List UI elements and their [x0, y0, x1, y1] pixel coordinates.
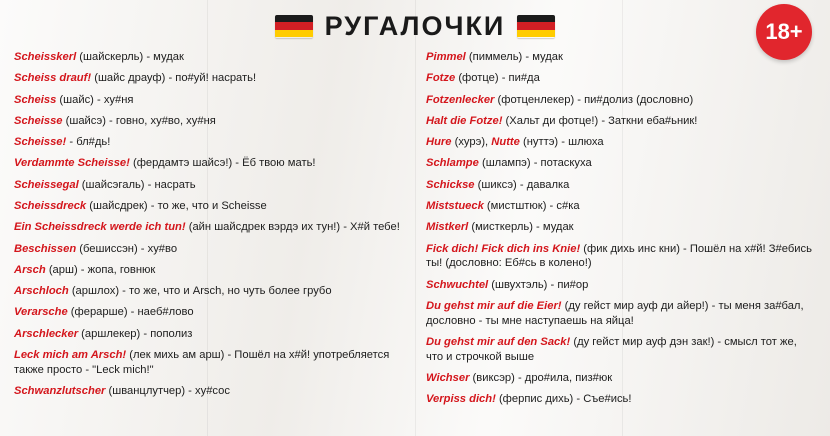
entry-term: Scheissdreck: [14, 199, 87, 212]
entry-term: Beschissen: [14, 242, 77, 255]
glossary-entry: [14, 50, 404, 65]
entry-translation: (арш) - жопа, говнюк: [45, 263, 156, 276]
entry-translation: (шайс драуф) - по#уй! насрать!: [91, 72, 257, 85]
entry-term: Mistkerl: [426, 221, 469, 234]
entry-term: Hure: [426, 136, 452, 149]
entry-term: Arschlecker: [14, 327, 79, 340]
glossary-entry: [14, 327, 404, 342]
entry-term-alt: Nutte: [491, 136, 520, 149]
glossary-entry: [14, 284, 404, 299]
poster-header: [0, 0, 830, 46]
age-rating-badge: 18+: [756, 4, 812, 60]
entry-translation: (хурэ),: [451, 136, 492, 149]
entry-translation: (фердамтэ шайсэ!) - Ёб твою мать!: [129, 157, 316, 170]
entry-term: Miststueck: [426, 199, 484, 212]
glossary-entry: [14, 114, 404, 129]
entry-term: Wichser: [426, 372, 470, 384]
entry-translation-alt: (нуттэ) - шлюха: [519, 136, 604, 149]
entry-term: Schickse: [426, 178, 475, 191]
entry-translation: (фик дихь инс кни) - Пошёл на х#й! З#ебись ты! (дословно: Еб#сь в колено!): [426, 242, 812, 270]
glossary-entry: [426, 220, 816, 235]
glossary-entry: [426, 71, 816, 86]
entry-translation: (мисткерль) - мудак: [468, 221, 574, 234]
entry-term: Du gehst mir auf den Sack!: [426, 335, 571, 348]
entry-term: Arschloch: [14, 285, 69, 298]
entry-term: Verarsche: [14, 306, 68, 319]
entry-translation: (шванцлутчер) - ху#сос: [105, 385, 230, 397]
entry-translation: (фотценлекер) - пи#долиз (дословно): [494, 93, 694, 106]
entry-translation: (аршлох) - то же, что и Arsch, но чуть более грубо: [68, 285, 332, 298]
entry-term: Pimmel: [426, 51, 466, 63]
glossary-entry: [426, 50, 816, 65]
entry-translation: (шайсэ) - говно, ху#во, ху#ня: [62, 114, 216, 127]
entry-translation: (шиксэ) - давалка: [474, 178, 570, 191]
entry-term: Fotze: [426, 72, 456, 85]
entry-term: Scheissegal: [14, 178, 79, 191]
entry-translation: (шайскерль) - мудак: [76, 51, 184, 63]
glossary-entry: [426, 242, 816, 272]
entry-translation: (виксэр) - дро#ила, пиз#юк: [469, 372, 613, 384]
glossary-entry: [426, 178, 816, 193]
entry-translation: - бл#дь!: [66, 136, 111, 149]
entry-term: Du gehst mir auf die Eier!: [426, 299, 562, 312]
entry-translation: (Хальт ди фотце!) - Заткни еба#ьник!: [502, 114, 698, 127]
glossary-entry: [14, 135, 404, 150]
entry-translation: (шайсэгаль) - насрать: [78, 178, 196, 191]
glossary-entry: [426, 299, 816, 329]
entry-term: Schlampe: [426, 157, 479, 170]
column-left: [14, 50, 404, 414]
glossary-entry: [426, 114, 816, 129]
entry-term: Halt die Fotze!: [426, 114, 503, 127]
glossary-entry: [14, 263, 404, 278]
entry-term: Schwanzlutscher: [14, 385, 106, 397]
entry-translation: (мистштюк) - с#ка: [483, 199, 580, 212]
entry-translation: (шайсдрек) - то же, что и Scheisse: [86, 199, 267, 212]
glossary-entry: [426, 135, 816, 150]
glossary-entry: [426, 156, 816, 171]
entry-term: Fick dich! Fick dich ins Knie!: [426, 242, 581, 255]
entry-translation: (пиммель) - мудак: [465, 51, 563, 63]
entry-translation: (шайс) - ху#ня: [56, 93, 134, 106]
entry-translation: (аршлекер) - пополиз: [78, 327, 193, 340]
entry-translation: (швухтэль) - пи#ор: [488, 278, 589, 291]
entry-term: Ein Scheissdreck werde ich tun!: [14, 221, 186, 234]
glossary-entry: [14, 242, 404, 257]
entry-term: Scheisse: [14, 114, 63, 127]
glossary-entry: [14, 220, 404, 235]
glossary-entry: [426, 335, 816, 365]
entry-translation: (шлампэ) - потаскуха: [478, 157, 592, 170]
entry-translation: (бешиссэн) - ху#во: [76, 242, 178, 255]
entry-term: Arsch: [14, 263, 46, 276]
glossary-entry: [426, 93, 816, 108]
glossary-entry: [426, 371, 816, 386]
entry-term: Fotzenlecker: [426, 93, 495, 106]
entry-translation: (лек михь ам арш) - Пошёл на х#й! употребляется также просто - "Leck mich!": [14, 348, 390, 376]
entry-term: Scheisse!: [14, 136, 67, 149]
glossary-entry: [426, 392, 816, 407]
entry-term: Scheiss: [14, 93, 57, 106]
glossary-entry: [426, 278, 816, 293]
glossary-entry: [14, 305, 404, 320]
german-flag-icon-right: [517, 15, 555, 38]
entry-term: Leck mich am Arsch!: [14, 348, 127, 361]
entry-translation: (ферпис дихь) - Съе#ись!: [495, 393, 632, 406]
entry-term: Scheiss drauf!: [14, 72, 92, 85]
entry-term: Verdammte Scheisse!: [14, 157, 130, 170]
page-title: РУГАЛОЧКИ: [324, 10, 506, 41]
glossary-entry: [426, 199, 816, 214]
glossary-entry: [14, 156, 404, 171]
glossary-entry: [14, 384, 404, 399]
glossary-entry: [14, 93, 404, 108]
entry-term: Scheisskerl: [14, 51, 77, 63]
entry-term: Schwuchtel: [426, 278, 489, 291]
entry-translation: (ферарше) - наеб#лово: [67, 306, 194, 319]
entry-term: Verpiss dich!: [426, 393, 496, 406]
glossary-entry: [14, 71, 404, 86]
glossary-entry: [14, 199, 404, 214]
entry-translation: (ду гейст мир ауф ди айер!) - ты меня за#бал, дословно - ты мне наступаешь на яйца!: [426, 299, 804, 327]
glossary-entry: [14, 348, 404, 378]
entry-translation: (ду гейст мир ауф дэн зак!) - смысл тот же, что и строчкой выше: [426, 335, 797, 363]
german-flag-icon-left: [275, 15, 313, 38]
entry-translation: (фотце) - пи#да: [455, 72, 540, 85]
column-right: [426, 50, 816, 414]
glossary-entry: [14, 178, 404, 193]
entry-translation: (айн шайсдрек вэрдэ их тун!) - Х#й тебе!: [185, 221, 400, 234]
